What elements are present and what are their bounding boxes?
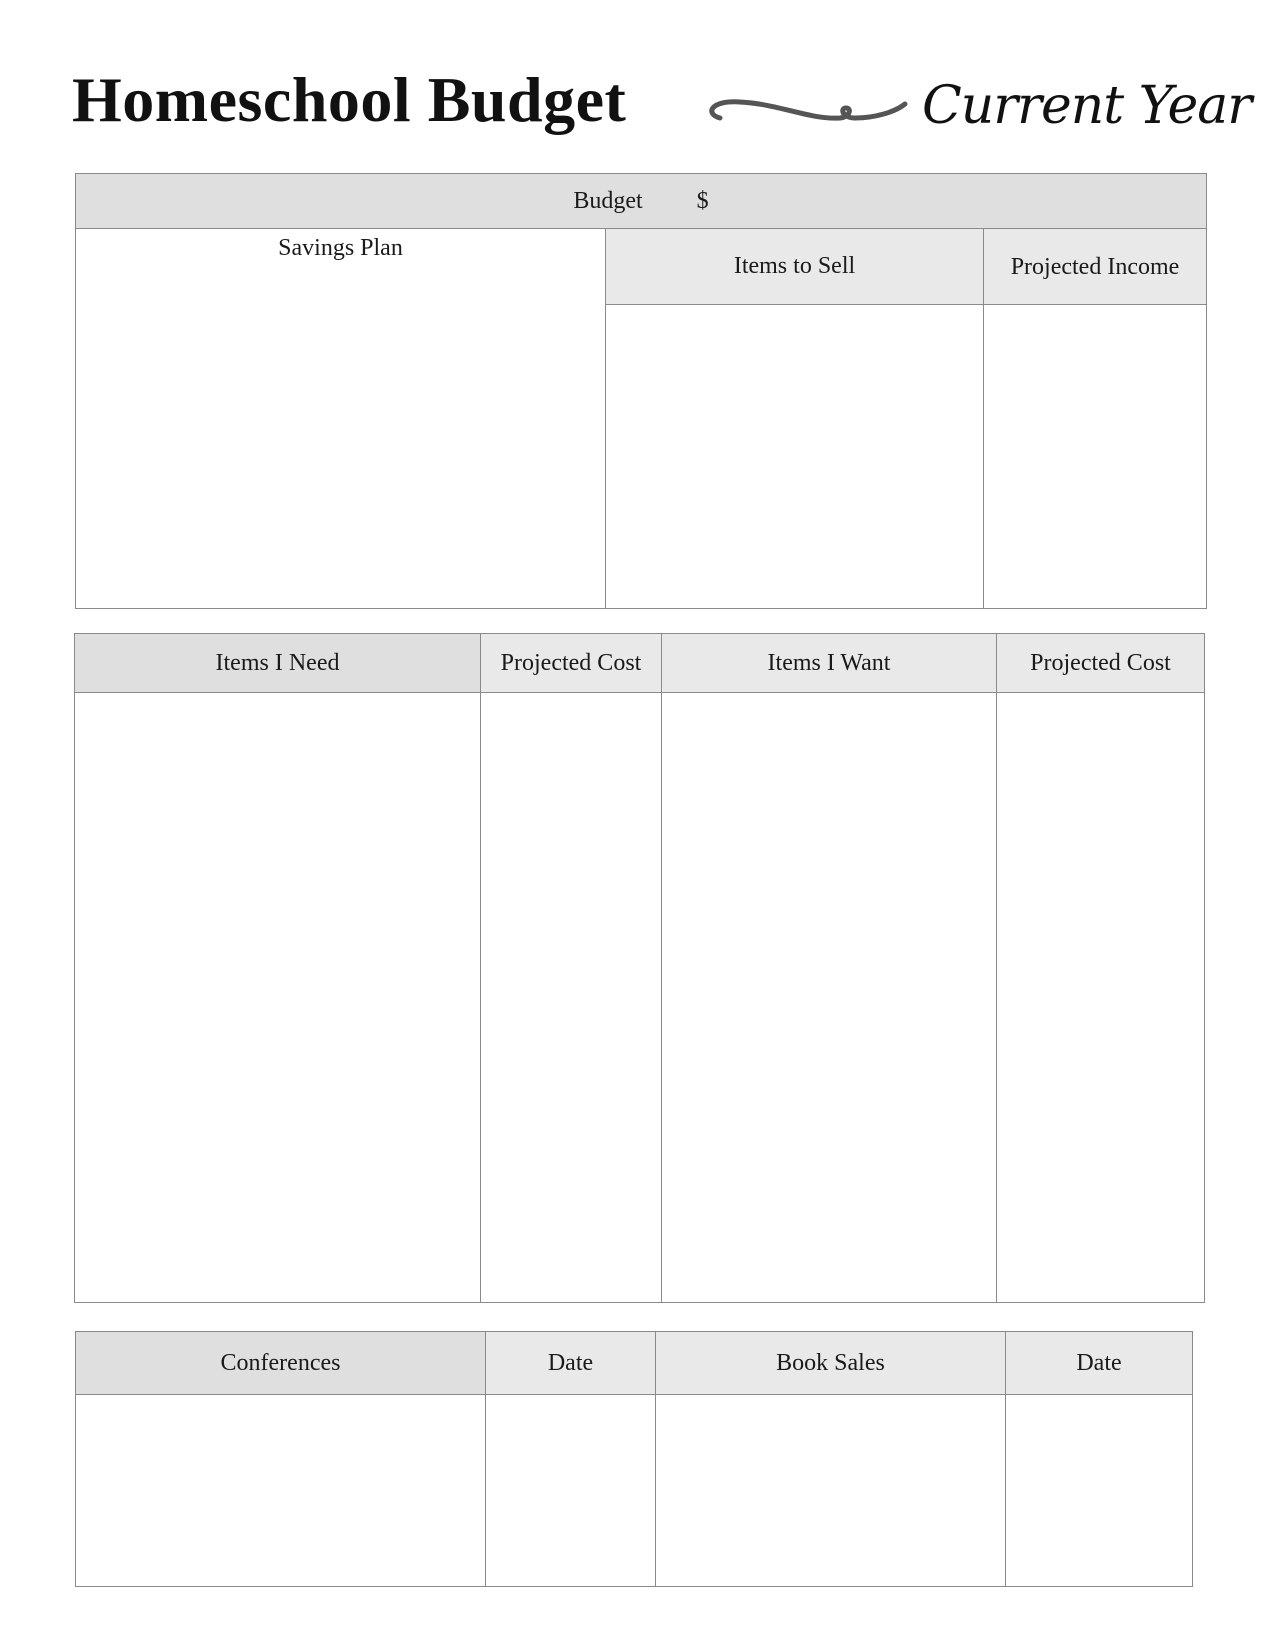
items-to-sell-cell[interactable] xyxy=(606,305,984,609)
items-to-sell-header: Items to Sell xyxy=(606,229,984,305)
needs-wants-table xyxy=(74,633,1205,1303)
budget-table xyxy=(75,173,1207,609)
book-sale-date-cell[interactable] xyxy=(1006,1395,1193,1587)
items-want-header: Items I Want xyxy=(662,634,997,693)
book-sales-cell[interactable] xyxy=(656,1395,1006,1587)
budget-label: Budget xyxy=(573,187,643,214)
conference-date-cell[interactable] xyxy=(486,1395,656,1587)
page-title: Homeschool Budget xyxy=(72,64,627,135)
year-script-label: Current Year xyxy=(922,76,1252,136)
conferences-header: Conferences xyxy=(76,1332,486,1395)
items-want-cell[interactable] xyxy=(662,693,997,1303)
swirl-ornament-icon xyxy=(700,92,910,132)
items-need-header: Items I Need xyxy=(75,634,481,693)
savings-plan-cell[interactable] xyxy=(76,229,606,609)
book-sale-date-header: Date xyxy=(1006,1332,1193,1395)
events-table xyxy=(75,1331,1193,1587)
want-cost-header: Projected Cost xyxy=(997,634,1205,693)
savings-plan-label: Savings Plan xyxy=(278,235,403,261)
conference-date-header: Date xyxy=(486,1332,656,1395)
currency-symbol: $ xyxy=(696,187,709,214)
need-cost-cell[interactable] xyxy=(481,693,662,1303)
conferences-cell[interactable] xyxy=(76,1395,486,1587)
book-sales-header: Book Sales xyxy=(656,1332,1006,1395)
want-cost-cell[interactable] xyxy=(997,693,1205,1303)
projected-income-label: Projected Income xyxy=(1010,253,1180,280)
budget-amount-row[interactable] xyxy=(76,174,1207,229)
projected-income-header xyxy=(984,229,1207,305)
projected-income-cell[interactable] xyxy=(984,305,1207,609)
need-cost-header: Projected Cost xyxy=(481,634,662,693)
items-need-cell[interactable] xyxy=(75,693,481,1303)
